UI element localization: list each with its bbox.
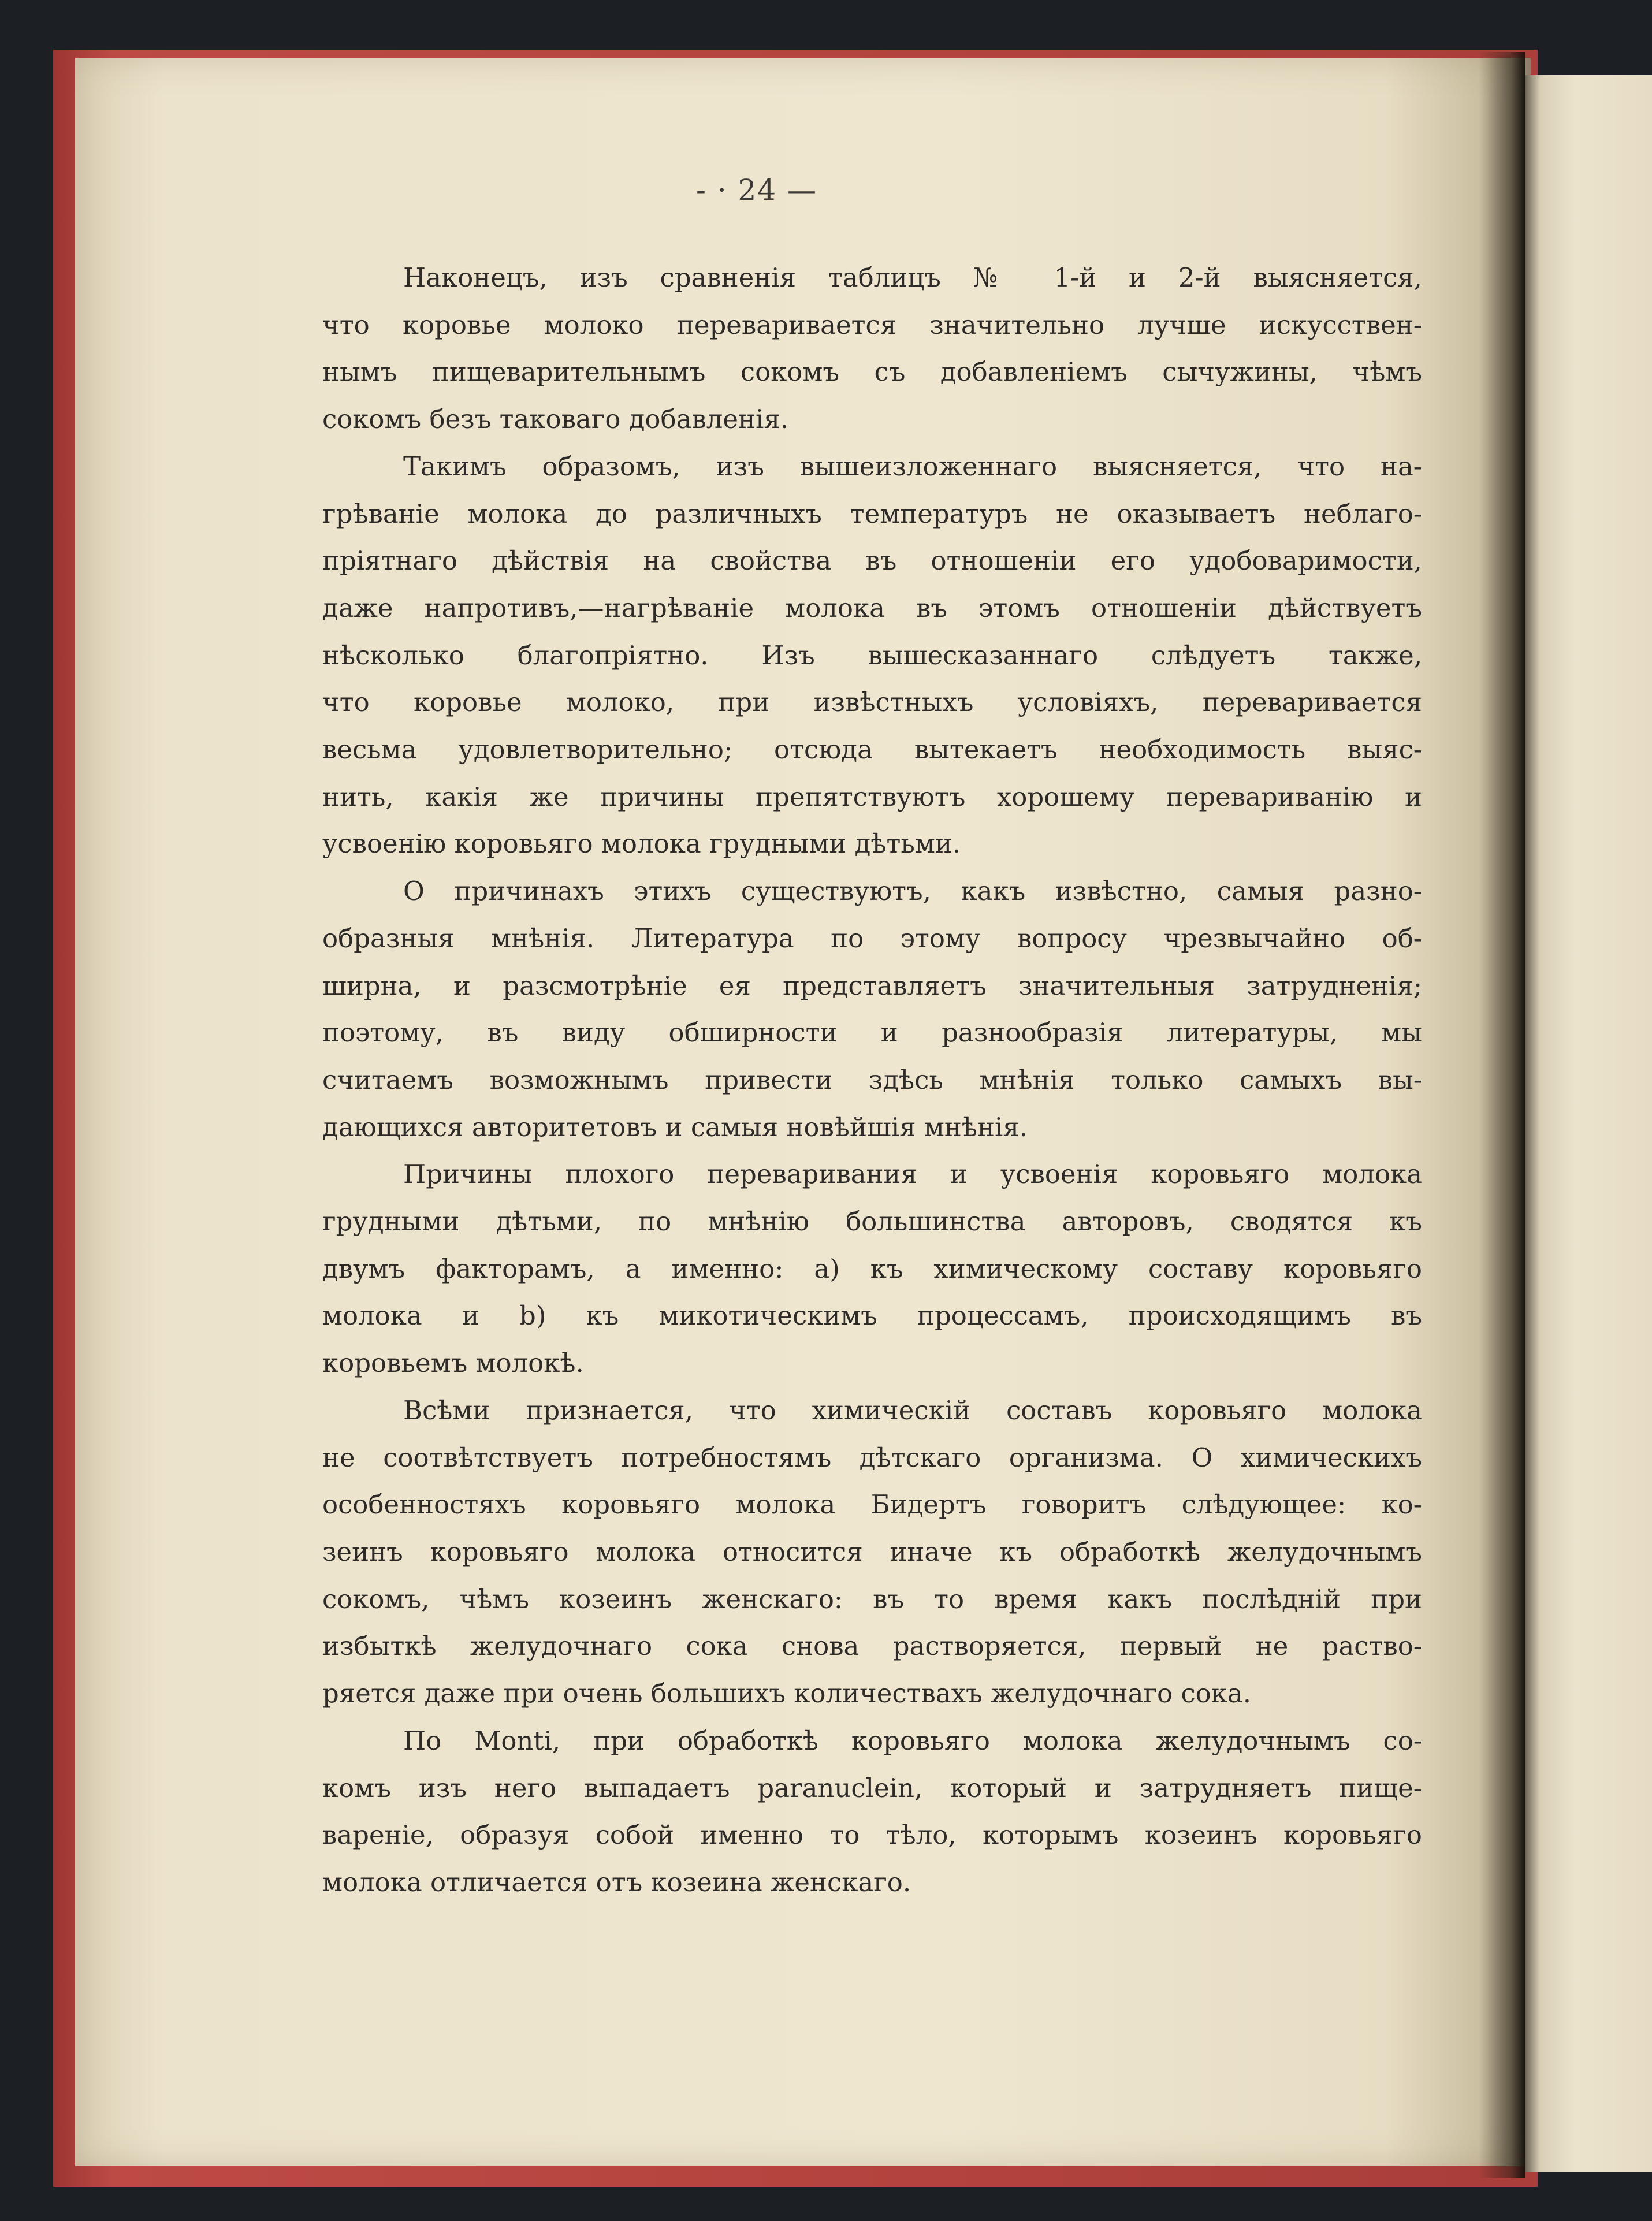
book-spine-shadow: [1479, 52, 1525, 2178]
text-line: нымъ пищеварительнымъ сокомъ съ добавленіемъ сычужины, чѣмъ: [322, 356, 1422, 388]
text-line: двумъ факторамъ, а именно: a) къ химическому составу коровьяго: [322, 1253, 1422, 1284]
text-line: нить, какія же причины препятствуютъ хорошему перевариванію и: [322, 781, 1422, 812]
text-line: О причинахъ этихъ существуютъ, какъ извѣстно, самыя разно-: [403, 876, 1422, 907]
text-line: весьма удовлетворительно; отсюда вытекаетъ необходимость выяс-: [322, 734, 1422, 765]
text-line: Наконецъ, изъ сравненія таблицъ № 1-й и 2-й выясняется,: [403, 262, 1422, 293]
text-line: избыткѣ желудочнаго сока снова растворяется, первый не раство-: [322, 1631, 1422, 1662]
text-line: особенностяхъ коровьяго молока Бидертъ говоритъ слѣдующее: ко-: [322, 1489, 1422, 1520]
text-line: что коровье молоко, при извѣстныхъ условіяхъ, переваривается: [322, 687, 1422, 718]
text-line: Всѣми признается, что химическій составъ коровьяго молока: [403, 1394, 1422, 1426]
text-line: сокомъ безъ таковаго добавленія.: [322, 404, 789, 435]
text-line: считаемъ возможнымъ привести здѣсь мнѣнія только самыхъ вы-: [322, 1064, 1422, 1095]
text-line: усвоенію коровьяго молока грудными дѣтьми.: [322, 828, 961, 860]
page-body-text: [322, 254, 1422, 1906]
facing-page-edge: [1525, 75, 1652, 2172]
text-line: даже напротивъ,—нагрѣваніе молока въ этомъ отношеніи дѣйствуетъ: [322, 592, 1422, 623]
text-line: пріятнаго дѣйствія на свойства въ отношеніи его удобоваримости,: [322, 545, 1422, 576]
text-line: нѣсколько благопріятно. Изъ вышесказаннаго слѣдуетъ также,: [322, 639, 1422, 671]
text-line: грудными дѣтьми, по мнѣнію большинства авторовъ, сводятся къ: [322, 1206, 1422, 1237]
text-line: не соотвѣтствуетъ потребностямъ дѣтскаго организма. О химическихъ: [322, 1442, 1422, 1473]
text-line: грѣваніе молока до различныхъ температуръ не оказываетъ неблаго-: [322, 498, 1422, 529]
text-line: молока и b) къ микотическимъ процессамъ, происходящимъ въ: [322, 1300, 1422, 1331]
text-line: дающихся авторитетовъ и самыя новѣйшія мнѣнія.: [322, 1111, 1028, 1143]
text-line: Причины плохого переваривания и усвоенія коровьяго молока: [403, 1159, 1422, 1190]
text-line: вареніе, образуя собой именно то тѣло, которымъ козеинъ коровьяго: [322, 1820, 1422, 1851]
text-line: По Monti, при обработкѣ коровьяго молока желудочнымъ со-: [403, 1725, 1422, 1756]
text-line: сокомъ, чѣмъ козеинъ женскаго: въ то время какъ послѣдній при: [322, 1583, 1422, 1614]
text-line: образныя мнѣнія. Литература по этому вопросу чрезвычайно об-: [322, 922, 1422, 954]
text-line: что коровье молоко переваривается значительно лучше искусствен-: [322, 309, 1422, 340]
page-number: - · 24 —: [695, 173, 818, 207]
text-line: коровьемъ молокѣ.: [322, 1348, 584, 1379]
text-line: ряется даже при очень большихъ количествахъ желудочнаго сока.: [322, 1678, 1252, 1709]
text-line: зеинъ коровьяго молока относится иначе къ обработкѣ желудочнымъ: [322, 1536, 1422, 1567]
text-line: ширна, и разсмотрѣніе ея представляетъ значительныя затрудненія;: [322, 970, 1422, 1001]
text-line: Такимъ образомъ, изъ вышеизложеннаго выясняется, что на-: [403, 451, 1422, 482]
text-line: комъ изъ него выпадаетъ paranuclein, который и затрудняетъ пище-: [322, 1772, 1422, 1803]
text-line: поэтому, въ виду обширности и разнообразія литературы, мы: [322, 1017, 1422, 1048]
text-line: молока отличается отъ козеина женскаго.: [322, 1866, 911, 1898]
